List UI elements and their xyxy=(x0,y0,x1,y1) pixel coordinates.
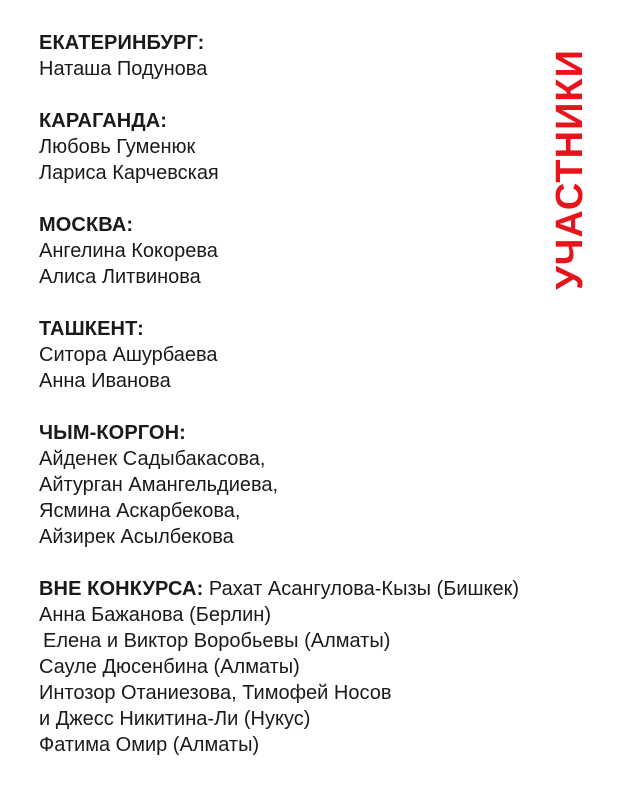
participant-name: Алиса Литвинова xyxy=(39,266,201,288)
participant-name: Рахат Асангулова-Кызы (Бишкек) xyxy=(208,578,520,600)
participants-list xyxy=(39,30,619,758)
section-yekaterinburg xyxy=(39,30,619,82)
participant-name: Айтурган Амангельдиева, xyxy=(39,474,279,496)
city-heading: ЧЫМ-КОРГОН: xyxy=(39,422,186,444)
participant-name: и Джесс Никитина-Ли (Нукус) xyxy=(39,708,311,730)
vertical-title xyxy=(550,34,590,304)
section-out-of-competition xyxy=(39,576,619,758)
participant-name: Айденек Садыбакасова, xyxy=(39,448,266,470)
city-heading: ЕКАТЕРИНБУРГ: xyxy=(39,32,205,54)
section-karaganda xyxy=(39,108,619,186)
participant-name: Любовь Гуменюк xyxy=(39,136,196,158)
participant-name: Анна Бажанова (Берлин) xyxy=(39,604,272,626)
participant-name: Лариса Карчевская xyxy=(39,162,219,184)
section-chym-korgon xyxy=(39,420,619,550)
participant-name: Наташа Подунова xyxy=(39,58,208,80)
out-of-competition-label: ВНЕ КОНКУРСА: xyxy=(39,578,204,600)
participant-name: Елена и Виктор Воробьевы (Алматы) xyxy=(43,630,391,652)
participant-name: Сауле Дюсенбина (Алматы) xyxy=(39,656,300,678)
participant-name: Анна Иванова xyxy=(39,370,171,392)
participant-name: Ангелина Кокорева xyxy=(39,240,218,262)
participant-name: Ясмина Аскарбекова, xyxy=(39,500,241,522)
city-heading: КАРАГАНДА: xyxy=(39,110,167,132)
participant-name: Айзирек Асылбекова xyxy=(39,526,234,548)
participant-name: Ситора Ашурбаева xyxy=(39,344,218,366)
title-text: УЧАСТНИКИ xyxy=(548,48,591,290)
out-of-competition-first-line xyxy=(39,576,619,602)
section-tashkent xyxy=(39,316,619,394)
city-heading: МОСКВА: xyxy=(39,214,134,236)
participant-name: Интозор Отаниезова, Тимофей Носов xyxy=(39,682,392,704)
section-moscow xyxy=(39,212,619,290)
city-heading: ТАШКЕНТ: xyxy=(39,318,144,340)
participant-name: Фатима Омир (Алматы) xyxy=(39,734,260,756)
